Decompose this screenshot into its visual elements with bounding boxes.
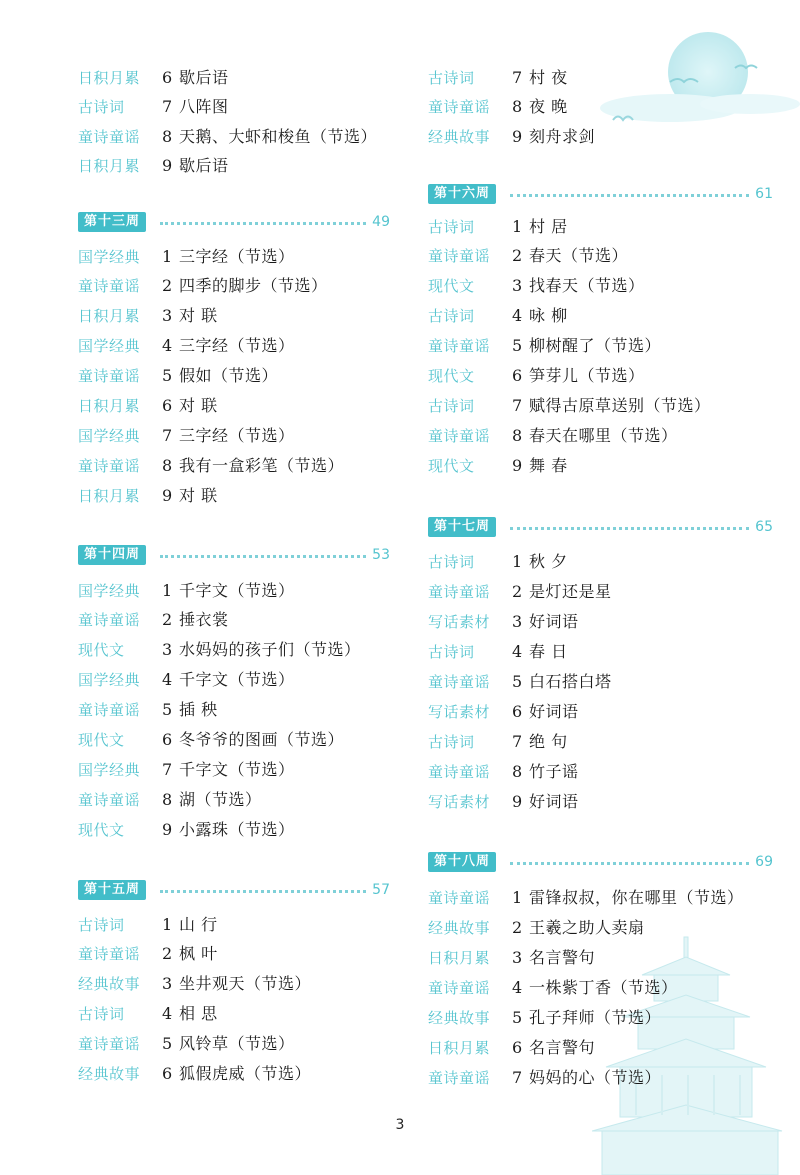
entry-title: 王羲之助人卖扇 bbox=[529, 918, 645, 937]
entry-number: 1 bbox=[162, 247, 173, 266]
entry-title: 一株紫丁香（节选） bbox=[529, 978, 678, 997]
entry-category: 古诗词 bbox=[428, 397, 475, 415]
toc-entry[interactable] bbox=[78, 607, 229, 633]
entry-title: 妈妈的心（节选） bbox=[529, 1068, 662, 1087]
entry-category: 童诗童谣 bbox=[78, 945, 141, 963]
entry-number: 6 bbox=[512, 702, 523, 721]
entry-number: 3 bbox=[512, 612, 523, 631]
toc-entry[interactable] bbox=[428, 124, 595, 150]
entry-category: 童诗童谣 bbox=[78, 791, 141, 809]
toc-entry[interactable] bbox=[78, 787, 262, 813]
toc-entry[interactable] bbox=[428, 363, 645, 389]
toc-entry[interactable] bbox=[428, 393, 711, 419]
entry-category: 童诗童谣 bbox=[78, 367, 141, 385]
entry-number: 6 bbox=[162, 68, 173, 87]
toc-entry[interactable] bbox=[78, 483, 218, 509]
entry-category: 童诗童谣 bbox=[428, 98, 491, 116]
entry-number: 6 bbox=[512, 1038, 523, 1057]
entry-category: 童诗童谣 bbox=[78, 457, 141, 475]
entry-title: 咏 柳 bbox=[529, 306, 568, 325]
entry-number: 1 bbox=[512, 217, 523, 236]
entry-category: 童诗童谣 bbox=[78, 1035, 141, 1053]
entry-title: 刻舟求剑 bbox=[529, 127, 596, 146]
entry-category: 童诗童谣 bbox=[428, 979, 491, 997]
toc-entry[interactable] bbox=[78, 363, 278, 389]
entry-category: 童诗童谣 bbox=[428, 763, 491, 781]
week-page-number[interactable]: 53 bbox=[372, 547, 390, 563]
bird-icon bbox=[612, 112, 634, 124]
entry-title: 村 居 bbox=[529, 217, 568, 236]
entry-title: 枫 叶 bbox=[179, 944, 218, 963]
toc-entry[interactable] bbox=[428, 333, 661, 359]
toc-entry[interactable] bbox=[78, 153, 229, 179]
entry-title: 春天（节选） bbox=[529, 246, 629, 265]
week-badge: 第十四周 bbox=[78, 545, 146, 565]
entry-title: 好词语 bbox=[529, 612, 579, 631]
entry-title: 找春天（节选） bbox=[529, 276, 645, 295]
week-header bbox=[78, 880, 390, 900]
entry-title: 千字文（节选） bbox=[179, 670, 295, 689]
toc-entry[interactable] bbox=[78, 817, 295, 843]
entry-category: 古诗词 bbox=[78, 98, 125, 116]
entry-number: 1 bbox=[162, 915, 173, 934]
toc-entry[interactable] bbox=[428, 975, 678, 1001]
entry-title: 歇后语 bbox=[179, 156, 229, 175]
dotted-leader bbox=[160, 555, 366, 558]
week-header bbox=[428, 517, 773, 537]
entry-number: 7 bbox=[512, 1068, 523, 1087]
entry-category: 童诗童谣 bbox=[428, 673, 491, 691]
toc-entry[interactable] bbox=[78, 667, 295, 693]
entry-category: 日积月累 bbox=[78, 487, 141, 505]
entry-category: 国学经典 bbox=[78, 761, 141, 779]
entry-title: 插 秧 bbox=[179, 700, 218, 719]
toc-entry[interactable] bbox=[78, 941, 218, 967]
entry-number: 3 bbox=[162, 306, 173, 325]
entry-category: 写话素材 bbox=[428, 613, 491, 631]
entry-title: 风铃草（节选） bbox=[179, 1034, 295, 1053]
entry-category: 日积月累 bbox=[78, 69, 141, 87]
entry-title: 名言警句 bbox=[529, 1038, 596, 1057]
toc-entry[interactable] bbox=[428, 699, 579, 725]
entry-category: 童诗童谣 bbox=[428, 889, 491, 907]
entry-title: 舞 春 bbox=[529, 456, 568, 475]
entry-category: 日积月累 bbox=[78, 307, 141, 325]
entry-number: 2 bbox=[162, 944, 173, 963]
entry-number: 4 bbox=[162, 336, 173, 355]
week-badge: 第十三周 bbox=[78, 212, 146, 232]
entry-number: 8 bbox=[162, 456, 173, 475]
week-page-number[interactable]: 61 bbox=[755, 186, 773, 202]
entry-number: 4 bbox=[512, 978, 523, 997]
toc-entry[interactable] bbox=[78, 727, 344, 753]
entry-number: 9 bbox=[162, 820, 173, 839]
toc-entry[interactable] bbox=[78, 637, 361, 663]
toc-entry[interactable] bbox=[78, 303, 218, 329]
toc-entry[interactable] bbox=[428, 303, 568, 329]
entry-title: 湖（节选） bbox=[179, 790, 262, 809]
toc-entry[interactable] bbox=[428, 639, 568, 665]
entry-number: 5 bbox=[512, 672, 523, 691]
entry-category: 国学经典 bbox=[78, 337, 141, 355]
entry-category: 日积月累 bbox=[78, 397, 141, 415]
toc-entry[interactable] bbox=[428, 273, 645, 299]
entry-number: 9 bbox=[512, 127, 523, 146]
week-header bbox=[428, 852, 773, 872]
entry-title: 小露珠（节选） bbox=[179, 820, 295, 839]
entry-number: 8 bbox=[162, 127, 173, 146]
toc-entry[interactable] bbox=[428, 1035, 595, 1061]
toc-entry[interactable] bbox=[428, 759, 579, 785]
entry-category: 写话素材 bbox=[428, 793, 491, 811]
entry-number: 8 bbox=[512, 426, 523, 445]
entry-category: 古诗词 bbox=[428, 69, 475, 87]
toc-entry[interactable] bbox=[78, 393, 218, 419]
entry-number: 1 bbox=[512, 552, 523, 571]
entry-title: 我有一盒彩笔（节选） bbox=[179, 456, 345, 475]
entry-title: 笋芽儿（节选） bbox=[529, 366, 645, 385]
toc-entry[interactable] bbox=[428, 579, 612, 605]
dotted-leader bbox=[510, 527, 749, 530]
entry-title: 山 行 bbox=[179, 915, 218, 934]
entry-category: 经典故事 bbox=[78, 1065, 141, 1083]
toc-entry[interactable] bbox=[428, 1065, 661, 1091]
entry-title: 千字文（节选） bbox=[179, 581, 295, 600]
entry-number: 9 bbox=[512, 456, 523, 475]
entry-number: 6 bbox=[162, 396, 173, 415]
entry-category: 经典故事 bbox=[428, 919, 491, 937]
toc-entry[interactable] bbox=[428, 885, 744, 911]
entry-category: 国学经典 bbox=[78, 248, 141, 266]
entry-title: 三字经（节选） bbox=[179, 336, 295, 355]
entry-category: 古诗词 bbox=[428, 218, 475, 236]
entry-title: 春天在哪里（节选） bbox=[529, 426, 678, 445]
entry-category: 现代文 bbox=[428, 277, 475, 295]
dotted-leader bbox=[510, 194, 749, 197]
entry-title: 狐假虎威（节选） bbox=[179, 1064, 312, 1083]
entry-title: 雷锋叔叔，你在哪里（节选） bbox=[529, 888, 744, 907]
entry-category: 童诗童谣 bbox=[78, 611, 141, 629]
entry-number: 2 bbox=[162, 276, 173, 295]
entry-title: 千字文（节选） bbox=[179, 760, 295, 779]
toc-entry[interactable] bbox=[428, 1005, 661, 1031]
entry-category: 经典故事 bbox=[428, 128, 491, 146]
entry-category: 国学经典 bbox=[78, 671, 141, 689]
entry-category: 日积月累 bbox=[428, 1039, 491, 1057]
entry-category: 童诗童谣 bbox=[428, 247, 491, 265]
week-page-number[interactable]: 69 bbox=[755, 854, 773, 870]
week-header bbox=[428, 184, 773, 204]
entry-number: 4 bbox=[162, 1004, 173, 1023]
toc-entry[interactable] bbox=[428, 669, 612, 695]
toc-entry[interactable] bbox=[78, 1031, 295, 1057]
toc-entry[interactable] bbox=[78, 333, 295, 359]
entry-title: 村 夜 bbox=[529, 68, 568, 87]
toc-entry[interactable] bbox=[428, 915, 645, 941]
toc-entry[interactable] bbox=[428, 729, 568, 755]
entry-number: 9 bbox=[162, 486, 173, 505]
entry-number: 8 bbox=[512, 97, 523, 116]
entry-category: 古诗词 bbox=[78, 916, 125, 934]
entry-category: 现代文 bbox=[428, 457, 475, 475]
entry-category: 古诗词 bbox=[78, 1005, 125, 1023]
entry-number: 9 bbox=[512, 792, 523, 811]
entry-category: 古诗词 bbox=[428, 307, 475, 325]
toc-entry[interactable] bbox=[428, 945, 595, 971]
entry-category: 童诗童谣 bbox=[78, 701, 141, 719]
entry-title: 三字经（节选） bbox=[179, 426, 295, 445]
entry-title: 柳树醒了（节选） bbox=[529, 336, 662, 355]
week-header bbox=[78, 212, 390, 232]
entry-category: 古诗词 bbox=[428, 643, 475, 661]
entry-number: 3 bbox=[512, 276, 523, 295]
entry-number: 7 bbox=[512, 732, 523, 751]
entry-title: 孔子拜师（节选） bbox=[529, 1008, 662, 1027]
toc-entry[interactable] bbox=[78, 697, 218, 723]
week-badge: 第十七周 bbox=[428, 517, 496, 537]
toc-entry[interactable] bbox=[428, 94, 568, 120]
toc-entry[interactable] bbox=[78, 1061, 311, 1087]
week-badge: 第十五周 bbox=[78, 880, 146, 900]
entry-category: 写话素材 bbox=[428, 703, 491, 721]
entry-category: 现代文 bbox=[428, 367, 475, 385]
entry-category: 童诗童谣 bbox=[78, 277, 141, 295]
toc-entry[interactable] bbox=[78, 244, 295, 270]
toc-entry[interactable] bbox=[428, 65, 568, 91]
dotted-leader bbox=[160, 890, 366, 893]
entry-title: 夜 晚 bbox=[529, 97, 568, 116]
entry-title: 秋 夕 bbox=[529, 552, 568, 571]
entry-category: 经典故事 bbox=[78, 975, 141, 993]
entry-category: 童诗童谣 bbox=[428, 427, 491, 445]
toc-entry[interactable] bbox=[78, 94, 229, 120]
entry-number: 4 bbox=[512, 306, 523, 325]
entry-category: 经典故事 bbox=[428, 1009, 491, 1027]
week-page-number[interactable]: 49 bbox=[372, 214, 390, 230]
entry-number: 7 bbox=[162, 97, 173, 116]
toc-entry[interactable] bbox=[78, 453, 344, 479]
week-page-number[interactable]: 57 bbox=[372, 882, 390, 898]
toc-entry[interactable] bbox=[78, 124, 377, 150]
entry-number: 5 bbox=[162, 366, 173, 385]
toc-entry[interactable] bbox=[428, 789, 579, 815]
entry-number: 3 bbox=[512, 948, 523, 967]
entry-category: 童诗童谣 bbox=[428, 1069, 491, 1087]
entry-category: 童诗童谣 bbox=[78, 128, 141, 146]
entry-title: 水妈妈的孩子们（节选） bbox=[179, 640, 361, 659]
page-number: 3 bbox=[395, 1117, 405, 1133]
entry-category: 现代文 bbox=[78, 641, 125, 659]
entry-category: 日积月累 bbox=[428, 949, 491, 967]
entry-category: 现代文 bbox=[78, 731, 125, 749]
entry-category: 童诗童谣 bbox=[428, 583, 491, 601]
toc-entry[interactable] bbox=[428, 423, 678, 449]
entry-title: 八阵图 bbox=[179, 97, 229, 116]
entry-number: 6 bbox=[162, 1064, 173, 1083]
entry-number: 6 bbox=[512, 366, 523, 385]
toc-entry[interactable] bbox=[78, 423, 295, 449]
pagoda-illustration bbox=[592, 935, 800, 1175]
entry-number: 2 bbox=[512, 246, 523, 265]
toc-entry[interactable] bbox=[78, 971, 311, 997]
entry-number: 5 bbox=[512, 1008, 523, 1027]
dotted-leader bbox=[160, 222, 366, 225]
entry-number: 4 bbox=[512, 642, 523, 661]
entry-category: 古诗词 bbox=[428, 553, 475, 571]
entry-number: 5 bbox=[162, 1034, 173, 1053]
entry-title: 相 思 bbox=[179, 1004, 218, 1023]
entry-number: 6 bbox=[162, 730, 173, 749]
entry-number: 9 bbox=[162, 156, 173, 175]
entry-title: 好词语 bbox=[529, 702, 579, 721]
entry-number: 8 bbox=[512, 762, 523, 781]
toc-entry[interactable] bbox=[428, 549, 568, 575]
entry-number: 8 bbox=[162, 790, 173, 809]
entry-number: 1 bbox=[512, 888, 523, 907]
entry-title: 三字经（节选） bbox=[179, 247, 295, 266]
entry-title: 对 联 bbox=[179, 486, 218, 505]
entry-title: 竹子谣 bbox=[529, 762, 579, 781]
toc-entry[interactable] bbox=[428, 609, 579, 635]
entry-category: 现代文 bbox=[78, 821, 125, 839]
toc-entry[interactable] bbox=[428, 243, 628, 269]
entry-number: 1 bbox=[162, 581, 173, 600]
week-header bbox=[78, 545, 390, 565]
entry-title: 假如（节选） bbox=[179, 366, 279, 385]
entry-title: 是灯还是星 bbox=[529, 582, 612, 601]
entry-number: 2 bbox=[512, 582, 523, 601]
entry-number: 7 bbox=[512, 68, 523, 87]
toc-entry[interactable] bbox=[78, 273, 328, 299]
entry-title: 天鹅、大虾和梭鱼（节选） bbox=[179, 127, 378, 146]
toc-entry[interactable] bbox=[78, 912, 218, 938]
entry-title: 对 联 bbox=[179, 306, 218, 325]
entry-number: 2 bbox=[162, 610, 173, 629]
week-badge: 第十六周 bbox=[428, 184, 496, 204]
entry-title: 坐井观天（节选） bbox=[179, 974, 312, 993]
entry-category: 童诗童谣 bbox=[428, 337, 491, 355]
entry-category: 国学经典 bbox=[78, 427, 141, 445]
entry-title: 赋得古原草送别（节选） bbox=[529, 396, 711, 415]
entry-number: 5 bbox=[512, 336, 523, 355]
entry-title: 绝 句 bbox=[529, 732, 568, 751]
entry-title: 好词语 bbox=[529, 792, 579, 811]
toc-entry[interactable] bbox=[78, 578, 295, 604]
dotted-leader bbox=[510, 862, 749, 865]
entry-number: 3 bbox=[162, 640, 173, 659]
entry-title: 冬爷爷的图画（节选） bbox=[179, 730, 345, 749]
entry-category: 古诗词 bbox=[428, 733, 475, 751]
entry-number: 3 bbox=[162, 974, 173, 993]
entry-title: 白石搭白塔 bbox=[529, 672, 612, 691]
entry-title: 对 联 bbox=[179, 396, 218, 415]
toc-entry[interactable] bbox=[428, 214, 568, 240]
toc-entry[interactable] bbox=[78, 65, 229, 91]
entry-title: 歇后语 bbox=[179, 68, 229, 87]
entry-number: 4 bbox=[162, 670, 173, 689]
toc-entry[interactable] bbox=[78, 1001, 218, 1027]
toc-entry[interactable] bbox=[78, 757, 295, 783]
week-page-number[interactable]: 65 bbox=[755, 519, 773, 535]
entry-category: 日积月累 bbox=[78, 157, 141, 175]
entry-category: 国学经典 bbox=[78, 582, 141, 600]
entry-number: 7 bbox=[162, 426, 173, 445]
entry-title: 名言警句 bbox=[529, 948, 596, 967]
entry-number: 2 bbox=[512, 918, 523, 937]
entry-number: 5 bbox=[162, 700, 173, 719]
entry-number: 7 bbox=[162, 760, 173, 779]
entry-title: 四季的脚步（节选） bbox=[179, 276, 328, 295]
entry-number: 7 bbox=[512, 396, 523, 415]
week-badge: 第十八周 bbox=[428, 852, 496, 872]
toc-entry[interactable] bbox=[428, 453, 568, 479]
entry-title: 春 日 bbox=[529, 642, 568, 661]
entry-title: 捶衣裳 bbox=[179, 610, 229, 629]
